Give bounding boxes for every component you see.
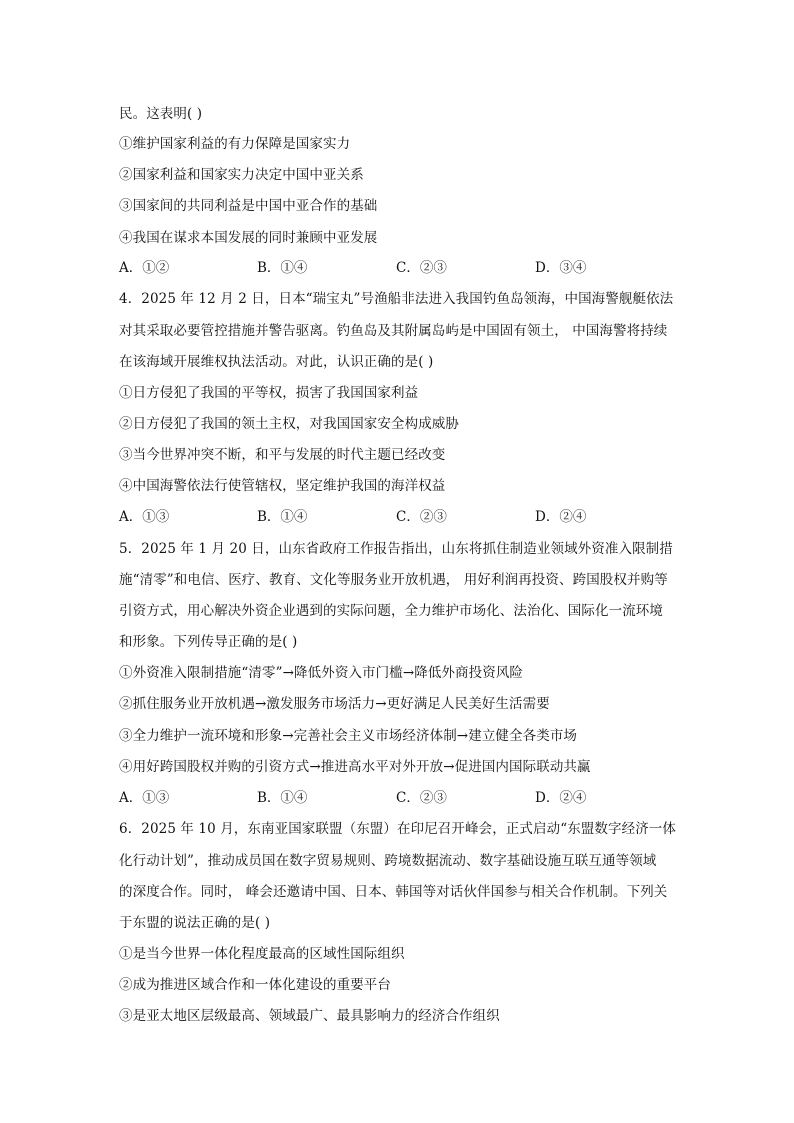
q3-choice-a: A．①② [119, 260, 170, 276]
q4-choice-d: D．②④ [535, 509, 587, 525]
q4-option-4: ④中国海警依法行使管辖权，坚定维护我国的海洋权益 [119, 478, 446, 494]
q6-stem-line-1: 6．2025 年 10 月，东南亚国家联盟（东盟）在印尼召开峰会，正式启动“东盟数字经济一体 [119, 821, 676, 837]
q4-option-2: ②日方侵犯了我国的领土主权，对我国国家安全构成威胁 [119, 416, 459, 432]
q5-stem-line-2: 施“清零”和电信、医疗、教育、文化等服务业开放机遇， 用好利润再投资、跨国股权并购等 [119, 572, 668, 588]
q5-stem-line-3: 引资方式，用心解决外资企业遇到的实际问题，全力维护市场化、法治化、国际化一流环境 [119, 603, 663, 619]
q4-choice-a: A．①③ [119, 509, 170, 525]
q5-stem-line-1: 5．2025 年 1 月 20 日，山东省政府工作报告指出，山东将抓住制造业领域外资准入限制措 [119, 541, 673, 557]
q5-option-4: ④用好跨国股权并购的引资方式→推进高水平对外开放→促进国内国际联动共赢 [119, 759, 591, 775]
q6-stem-line-2: 化行动计划”，推动成员国在数字贸易规则、跨境数据流动、数字基础设施互联互通等领域 [119, 853, 657, 869]
q3-option-4: ④我国在谋求本国发展的同时兼顾中亚发展 [119, 230, 378, 246]
q4-choice-c: C．②③ [396, 509, 447, 525]
q5-option-1: ①外资准入限制措施“清零”→降低外资入市门槛→降低外商投资风险 [119, 665, 524, 681]
q5-choice-d: D．②④ [535, 790, 587, 806]
q3-choice-d: D．③④ [535, 260, 587, 276]
q5-choices [119, 789, 679, 807]
q3-choice-b: B．①④ [257, 260, 308, 276]
q4-option-1: ①日方侵犯了我国的平等权，损害了我国国家利益 [119, 385, 419, 401]
q5-option-2: ②抓住服务业开放机遇→激发服务市场活力→更好满足人民美好生活需要 [119, 696, 550, 712]
q3-choices [119, 259, 679, 277]
q5-choice-c: C．②③ [396, 790, 447, 806]
q3-option-1: ①维护国家利益的有力保障是国家实力 [119, 136, 351, 152]
q3-choice-c: C．②③ [396, 260, 447, 276]
q6-option-3: ③是亚太地区层级最高、领域最广、最具影响力的经济合作组织 [119, 1008, 500, 1024]
q6-option-1: ①是当今世界一体化程度最高的区域性国际组织 [119, 946, 405, 962]
q4-choice-b: B．①④ [257, 509, 308, 525]
q6-stem-line-3: 的深度合作。同时， 峰会还邀请中国、日本、韩国等对话伙伴国参与相关合作机制。下列关 [119, 884, 668, 900]
q6-stem-line-4: 于东盟的说法正确的是( ) [119, 915, 271, 931]
q5-stem-line-4: 和形象。下列传导正确的是( ) [119, 634, 298, 650]
q4-option-3: ③当今世界冲突不断，和平与发展的时代主题已经改变 [119, 447, 446, 463]
q3-option-2: ②国家利益和国家实力决定中国中亚关系 [119, 167, 364, 183]
q4-stem-line-2: 对其采取必要管控措施并警告驱离。钓鱼岛及其附属岛屿是中国固有领土， 中国海警将持续 [119, 323, 668, 339]
q5-choice-a: A．①③ [119, 790, 170, 806]
q3-stem-end: 民。这表明( ) [119, 106, 203, 122]
q6-option-2: ②成为推进区域合作和一体化建设的重要平台 [119, 977, 391, 993]
q3-option-3: ③国家间的共同利益是中国中亚合作的基础 [119, 198, 378, 214]
q4-choices [119, 508, 679, 526]
q5-option-3: ③全力维护一流环境和形象→完善社会主义市场经济体制→建立健全各类市场 [119, 728, 578, 744]
q4-stem-line-3: 在该海域开展维权执法活动。对此，认识正确的是( ) [119, 354, 434, 370]
q4-stem-line-1: 4．2025 年 12 月 2 日，日本“瑞宝丸”号渔船非法进入我国钓鱼岛领海，中国海警舰艇依法 [119, 291, 674, 307]
q5-choice-b: B．①④ [257, 790, 308, 806]
